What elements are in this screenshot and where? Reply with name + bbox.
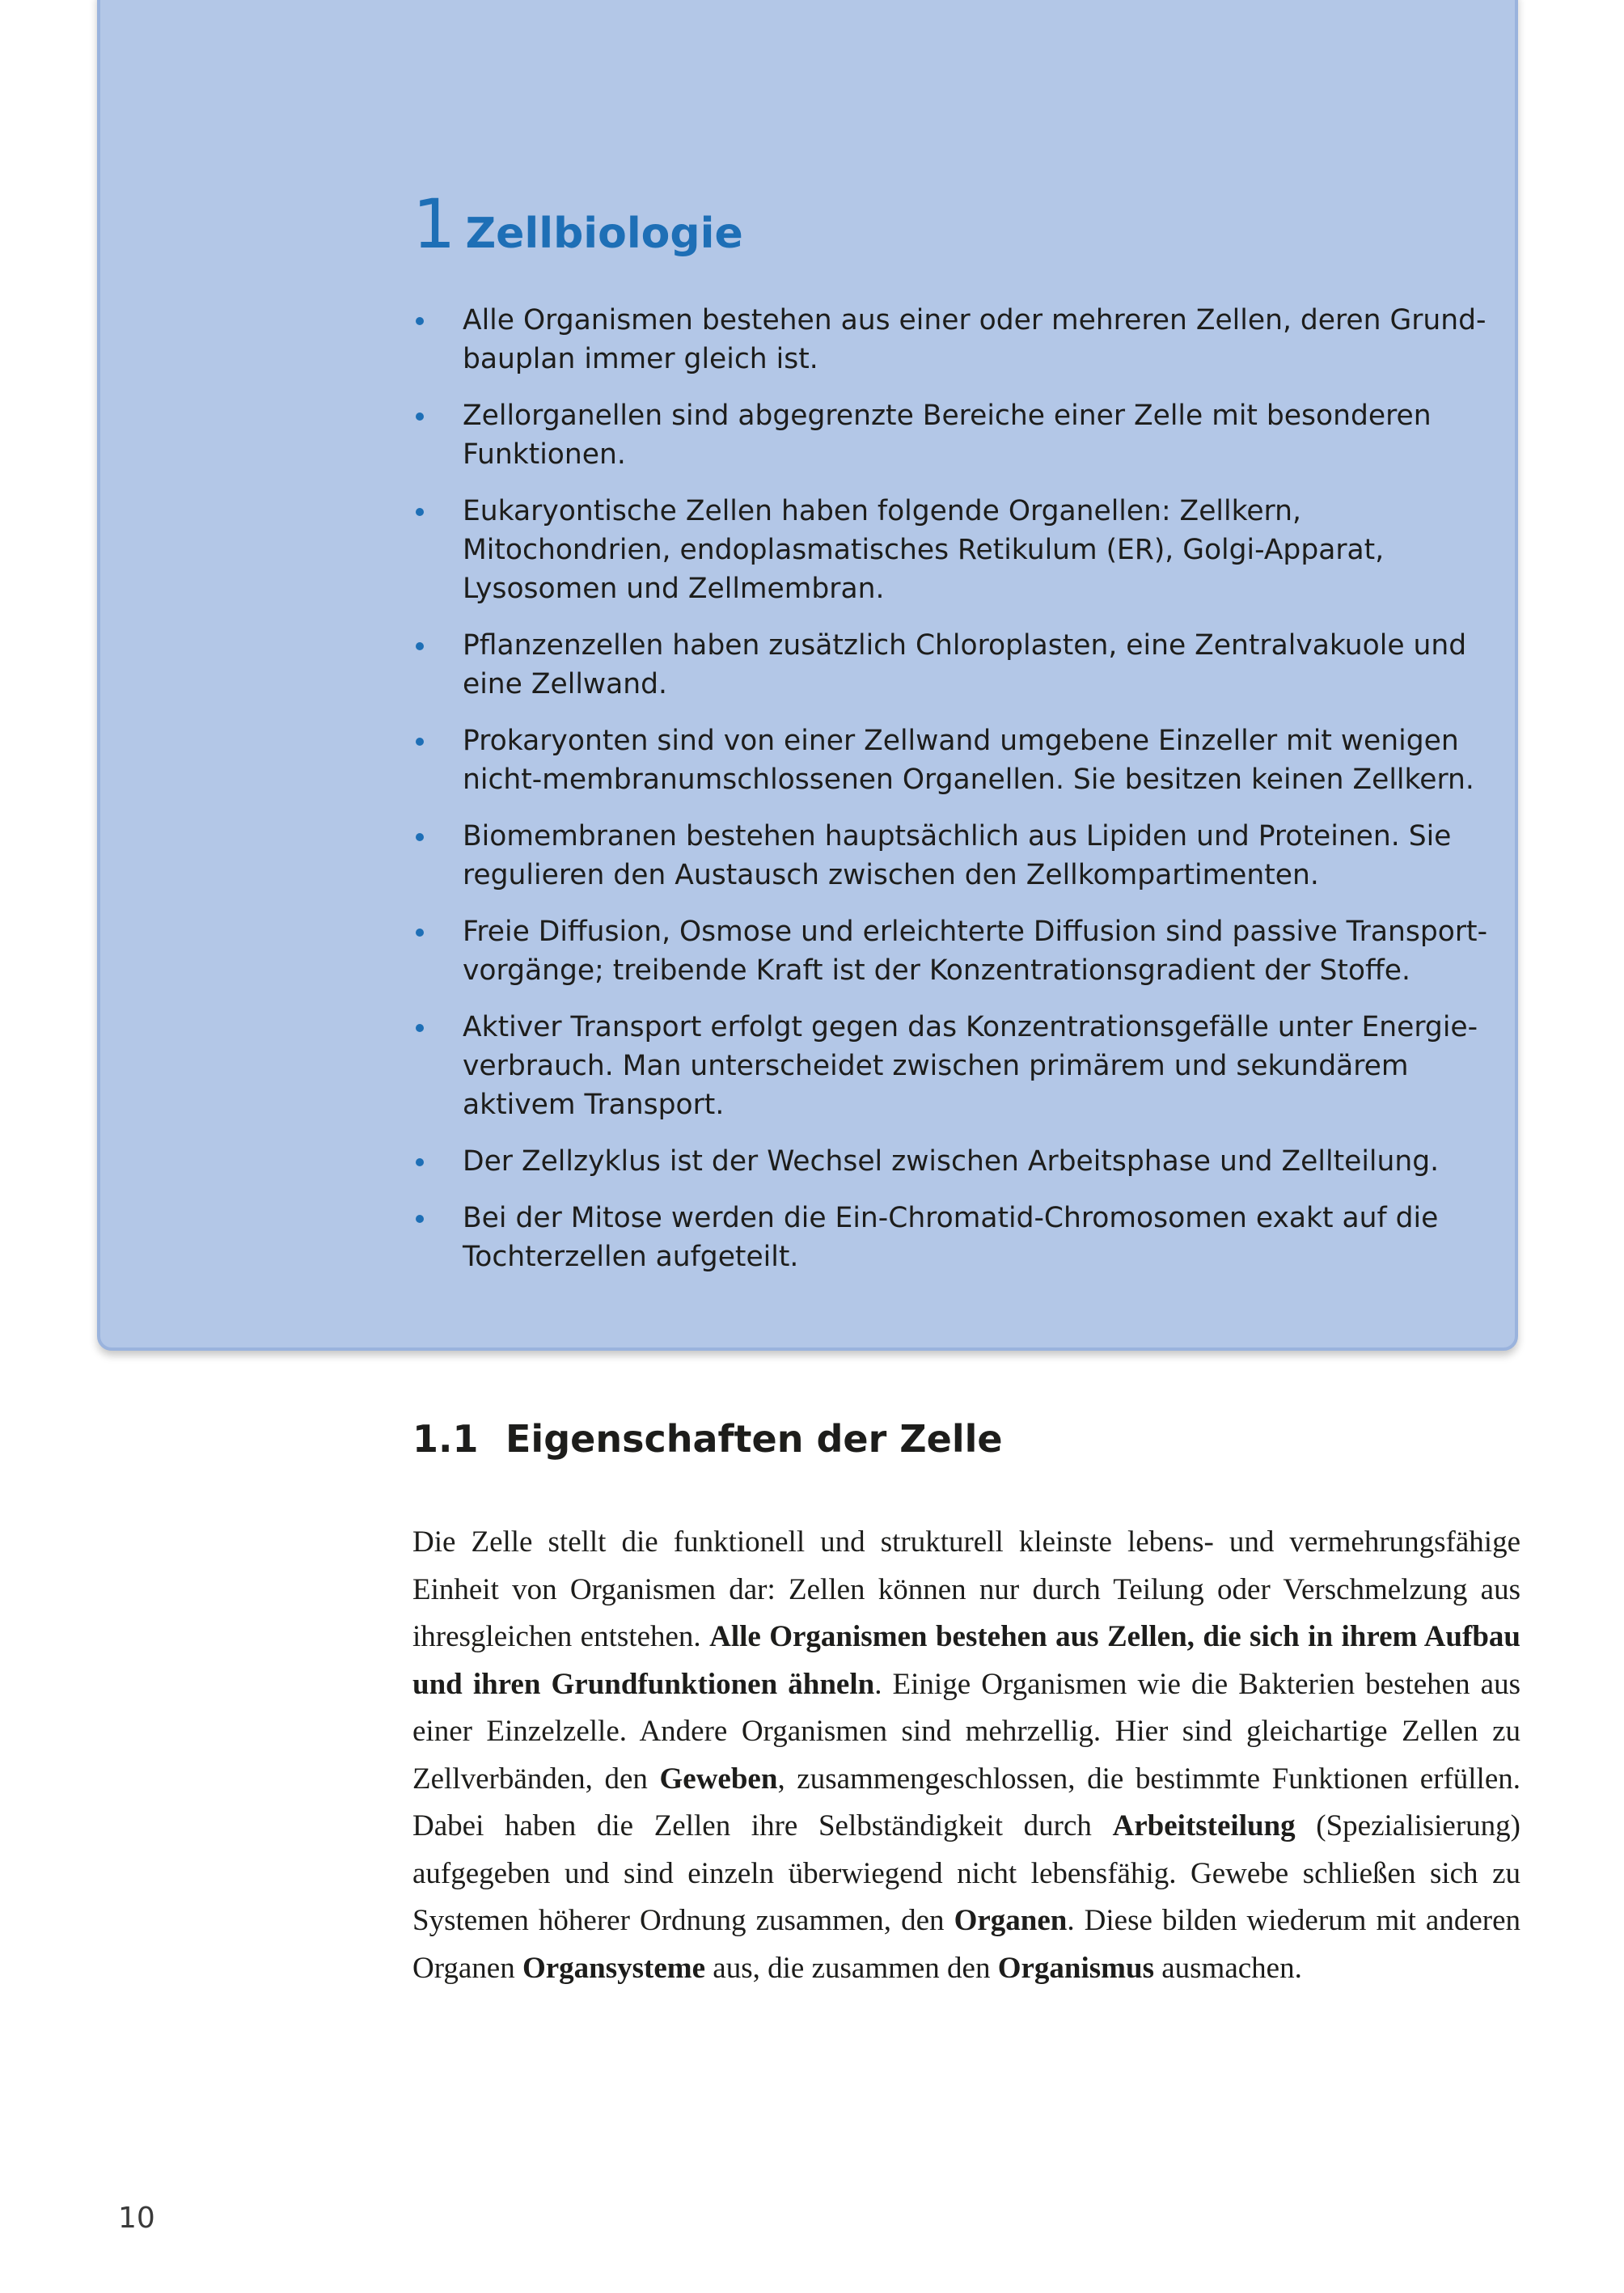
paragraph-run-bold: Arbeitsteilung: [1112, 1809, 1296, 1842]
summary-point: [412, 301, 1488, 379]
summary-point-text: Prokaryonten sind von einer Zellwand umgebene Einzeller mit wenigen nicht-membranumschlossenen Organellen. Sie besitzen keinen Zellkern.: [463, 725, 1474, 796]
summary-point: [412, 721, 1488, 799]
paragraph-run: . Einige Organismen wie die Bakterien bestehen aus einer Einzelzelle. Andere Organismen sind mehrzellig. Hier sind gleichartige Zellen zu Zellverbänden, den: [412, 1667, 1520, 1796]
summary-point: [412, 1142, 1488, 1181]
body-paragraph: [412, 1519, 1520, 1992]
summary-point-text: Pflanzenzellen haben zusätzlich Chloroplasten, eine Zentralvakuole und eine Zellwand.: [463, 629, 1467, 700]
summary-point-text: Zellorganellen sind abgegrenzte Bereiche einer Zelle mit besonderen Funktionen.: [463, 400, 1432, 471]
bullet-dot-icon: [416, 508, 424, 516]
paragraph-run-bold: Alle Organismen bestehen aus Zellen, die sich in ihrem Aufbau und ihren Grundfunktionen ähneln: [412, 1620, 1520, 1701]
chapter-title: [412, 184, 743, 264]
bullet-dot-icon: [416, 1215, 424, 1223]
summary-point-text: Biomembranen bestehen hauptsächlich aus Lipiden und Proteinen. Sie regulieren den Austausch zwischen den Zellkompartimenten.: [463, 820, 1452, 891]
paragraph-run: Die Zelle stellt die funktionell und strukturell kleinste lebens- und vermehrungsfähige Einheit von Organismen dar: Zellen können nur durch Teilung oder Verschmelzung aus ihresgleichen entstehen.: [412, 1525, 1520, 1653]
paragraph-run-bold: Organismus: [997, 1951, 1154, 1985]
summary-point-text: Bei der Mitose werden die Ein-Chromatid-Chromosomen exakt auf die Tochterzellen aufgeteilt.: [463, 1202, 1439, 1273]
bullet-dot-icon: [416, 1158, 424, 1166]
paragraph-run: . Diese bilden wiederum mit anderen Organen: [412, 1904, 1520, 1985]
summary-point: [412, 1008, 1488, 1124]
bullet-dot-icon: [416, 1024, 424, 1032]
summary-point-text: Eukaryontische Zellen haben folgende Organellen: Zellkern, Mitochondrien, endoplasmatisches Retikulum (ER), Golgi-Apparat, Lysosomen und Zellmembran.: [463, 495, 1385, 605]
bullet-dot-icon: [416, 833, 424, 841]
summary-point-text: Der Zellzyklus ist der Wechsel zwischen Arbeitsphase und Zellteilung.: [463, 1145, 1440, 1178]
summary-point-text: Freie Diffusion, Osmose und erleichterte Diffusion sind passive Transportvorgänge; treibende Kraft ist der Konzentrationsgradient der Stoffe.: [463, 916, 1488, 987]
summary-point-text: Alle Organismen bestehen aus einer oder mehreren Zellen, deren Grundbauplan immer gleich ist.: [463, 304, 1487, 375]
chapter-name: Zellbiologie: [465, 209, 743, 258]
bullet-dot-icon: [416, 738, 424, 746]
summary-point: [412, 396, 1488, 474]
paragraph-run: aus, die zusammen den: [705, 1951, 998, 1985]
summary-point-text: Aktiver Transport erfolgt gegen das Konzentrationsgefälle unter Energieverbrauch. Man unterscheidet zwischen primärem und sekundärem aktivem Transport.: [463, 1011, 1478, 1121]
paragraph-run: ausmachen.: [1153, 1951, 1302, 1985]
paragraph-run: , zusammengeschlossen, die bestimmte Funktionen erfüllen. Dabei haben die Zellen ihre Selbständigkeit durch: [412, 1762, 1520, 1842]
chapter-number: 1: [412, 184, 455, 264]
bullet-dot-icon: [416, 642, 424, 650]
section-title: Eigenschaften der Zelle: [505, 1417, 1003, 1461]
bullet-dot-icon: [416, 412, 424, 421]
summary-bullet-list: [412, 301, 1488, 1294]
bullet-dot-icon: [416, 929, 424, 937]
summary-point: [412, 492, 1488, 608]
section-heading: [412, 1417, 1003, 1461]
paragraph-run-bold: Organsysteme: [522, 1951, 706, 1985]
paragraph-run-bold: Geweben: [659, 1762, 778, 1796]
paragraph-run-bold: Organen: [954, 1904, 1068, 1937]
summary-point: [412, 817, 1488, 895]
page-number: 10: [118, 2202, 155, 2235]
paragraph-run: (Spezialisierung) aufgegeben und sind einzeln überwiegend nicht lebensfähig. Gewebe schließen sich zu Systemen höherer Ordnung zusammen, den: [412, 1809, 1520, 1937]
summary-point: [412, 626, 1488, 704]
bullet-dot-icon: [416, 317, 424, 325]
summary-point: [412, 1199, 1488, 1276]
section-number: 1.1: [412, 1417, 479, 1461]
summary-point: [412, 912, 1488, 990]
